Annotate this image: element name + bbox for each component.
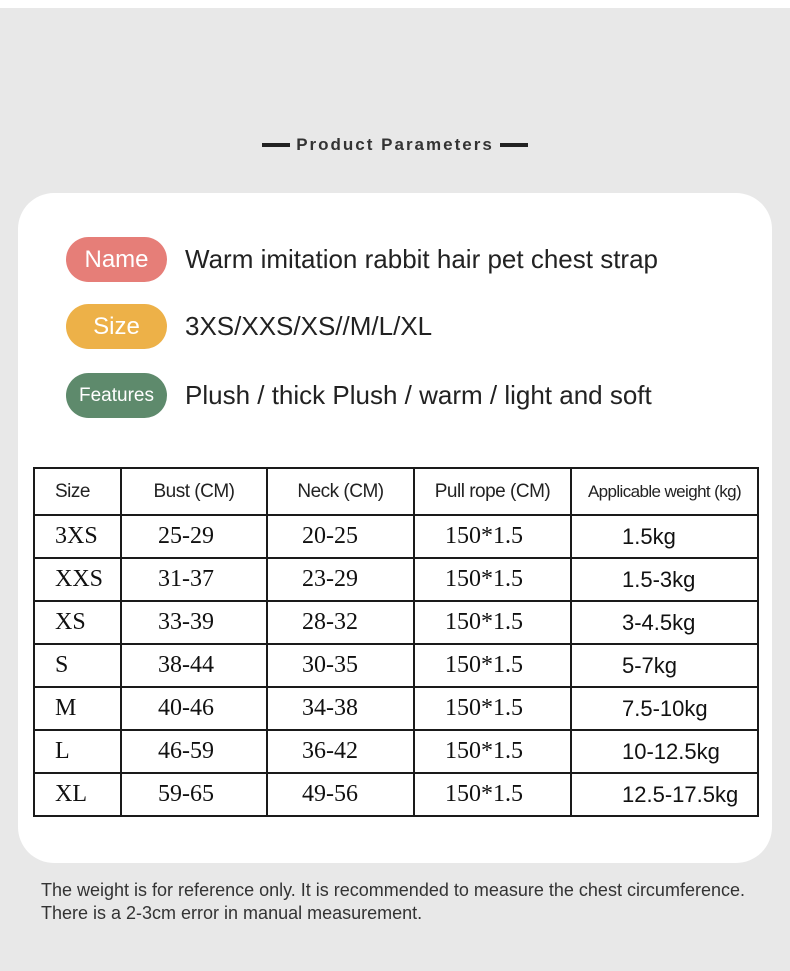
top-strip <box>0 0 790 8</box>
table-row <box>34 515 758 558</box>
cell-weight: 7.5-10kg <box>571 687 758 730</box>
title-left-line <box>262 143 290 147</box>
table-row <box>34 558 758 601</box>
cell-neck: 30-35 <box>267 644 414 687</box>
cell-weight: 10-12.5kg <box>571 730 758 773</box>
cell-bust: 38-44 <box>121 644 267 687</box>
table-row <box>34 730 758 773</box>
features-value: Plush / thick Plush / warm / light and soft <box>185 380 652 410</box>
name-pill: Name <box>66 237 167 282</box>
table-row <box>34 601 758 644</box>
cell-size: XXS <box>34 558 121 601</box>
header-weight: Applicable weight (kg) <box>571 468 758 515</box>
features-pill: Features <box>66 373 167 418</box>
cell-bust: 40-46 <box>121 687 267 730</box>
name-value: Warm imitation rabbit hair pet chest strap <box>185 244 658 274</box>
cell-size: L <box>34 730 121 773</box>
cell-pull-rope: 150*1.5 <box>414 515 571 558</box>
cell-pull-rope: 150*1.5 <box>414 773 571 816</box>
size-value: 3XS/XXS/XS//M/L/XL <box>185 311 433 341</box>
cell-neck: 36-42 <box>267 730 414 773</box>
title-right-line <box>500 143 528 147</box>
cell-bust: 59-65 <box>121 773 267 816</box>
cell-neck: 23-29 <box>267 558 414 601</box>
param-row-size <box>66 304 432 349</box>
cell-bust: 46-59 <box>121 730 267 773</box>
cell-neck: 34-38 <box>267 687 414 730</box>
cell-size: M <box>34 687 121 730</box>
size-table <box>33 467 759 817</box>
cell-neck: 28-32 <box>267 601 414 644</box>
cell-pull-rope: 150*1.5 <box>414 730 571 773</box>
cell-neck: 20-25 <box>267 515 414 558</box>
param-row-name <box>66 237 658 282</box>
cell-weight: 12.5-17.5kg <box>571 773 758 816</box>
cell-bust: 31-37 <box>121 558 267 601</box>
table-row <box>34 773 758 816</box>
cell-size: XS <box>34 601 121 644</box>
cell-pull-rope: 150*1.5 <box>414 558 571 601</box>
cell-neck: 49-56 <box>267 773 414 816</box>
param-row-features <box>66 373 652 418</box>
table-row <box>34 687 758 730</box>
cell-weight: 1.5-3kg <box>571 558 758 601</box>
table-header-row <box>34 468 758 515</box>
cell-pull-rope: 150*1.5 <box>414 644 571 687</box>
table-row <box>34 644 758 687</box>
cell-bust: 33-39 <box>121 601 267 644</box>
parameters-card <box>18 193 772 863</box>
section-title <box>0 135 790 155</box>
cell-weight: 3-4.5kg <box>571 601 758 644</box>
cell-bust: 25-29 <box>121 515 267 558</box>
header-neck: Neck (CM) <box>267 468 414 515</box>
header-pull-rope: Pull rope (CM) <box>414 468 571 515</box>
header-size: Size <box>34 468 121 515</box>
footnote: The weight is for reference only. It is recommended to measure the chest circumference. There is a 2-3cm error in manual measurement. <box>41 880 745 923</box>
header-bust: Bust (CM) <box>121 468 267 515</box>
cell-size: S <box>34 644 121 687</box>
size-pill: Size <box>66 304 167 349</box>
cell-pull-rope: 150*1.5 <box>414 687 571 730</box>
cell-weight: 1.5kg <box>571 515 758 558</box>
cell-weight: 5-7kg <box>571 644 758 687</box>
section-title-text: Product Parameters <box>296 135 494 154</box>
cell-size: 3XS <box>34 515 121 558</box>
cell-pull-rope: 150*1.5 <box>414 601 571 644</box>
cell-size: XL <box>34 773 121 816</box>
